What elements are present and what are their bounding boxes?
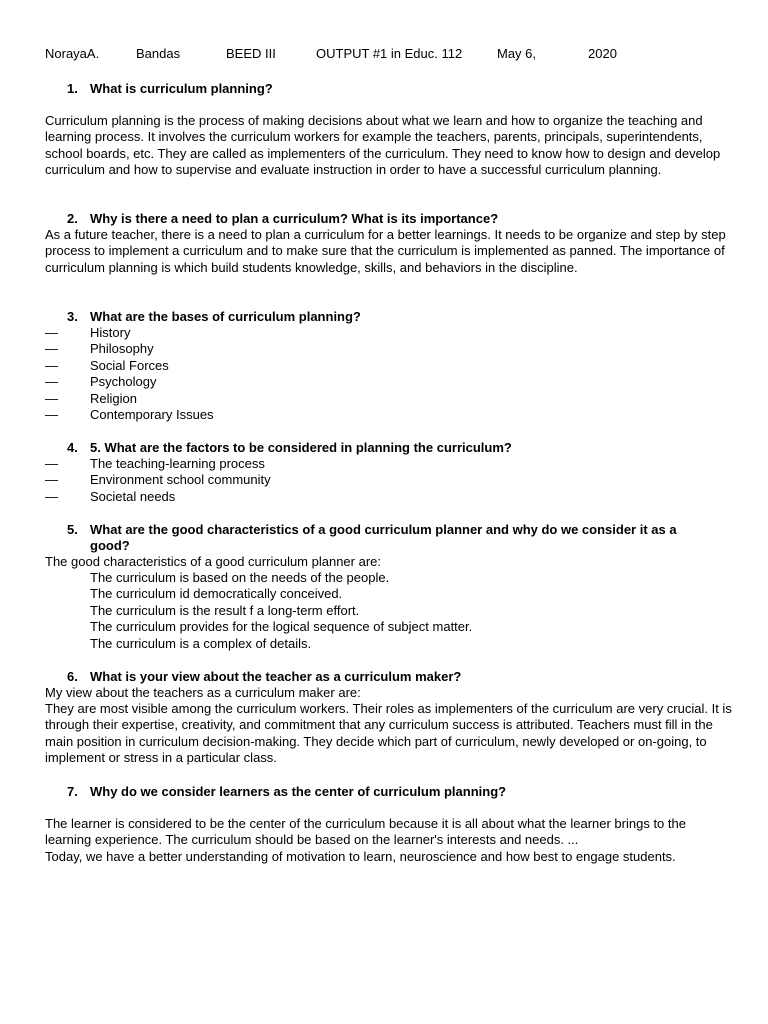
answer-7: The learner is considered to be the center of the curriculum because it is all about what the learner brings to the learning experience. The curriculum should be based on the learner's interests and needs. ... [45,816,686,848]
list-item: — Contemporary Issues [45,407,214,423]
question-text: What are the good characteristics of a good curriculum planner and why do we consider it as a [90,522,677,537]
date-month: May 6, [497,46,537,61]
question-2 [67,211,498,226]
bases-list [45,325,214,423]
output-label: OUTPUT #1 in Educ. 112 [316,46,463,61]
factors-list [45,456,271,505]
list-item: The curriculum is based on the needs of the people. [90,570,390,585]
question-6 [67,669,461,684]
student-name: NorayaA. [45,46,100,61]
list-item: — Philosophy [45,341,154,357]
question-7 [67,784,506,799]
date-year: 2020 [588,46,617,61]
question-5-continued: good? [90,538,130,553]
question-number: 7. [67,784,78,799]
list-item: The curriculum provides for the logical sequence of subject matter. [90,619,473,635]
question-5 [67,522,677,537]
list-item: — The teaching-learning process [45,456,265,471]
course-label: BEED III [226,46,276,61]
header-line [0,46,768,64]
student-surname: Bandas [136,46,181,61]
characteristics-list [90,570,472,652]
list-item: — Societal needs [45,488,176,504]
question-text: Why do we consider learners as the center of curriculum planning? [90,784,507,799]
question-number: 3. [67,309,78,324]
answer-5-intro: The good characteristics of a good curriculum planner are: [45,554,382,569]
question-number: 6. [67,669,78,684]
question-1 [67,81,273,96]
question-number: 4. [67,440,78,455]
list-item: The curriculum id democratically conceived. [90,586,343,602]
question-3 [67,309,361,324]
list-item: The curriculum is the result f a long-term effort. [90,602,360,618]
answer-7-continued: Today, we have a better understanding of motivation to learn, neuroscience and how best to engage students. [45,849,676,864]
list-item: — History [45,325,131,340]
question-number: 5. [67,522,78,537]
question-text: What is your view about the teacher as a curriculum maker? [90,669,462,684]
question-text: 5. What are the factors to be considered in planning the curriculum? [90,440,512,455]
answer-2: As a future teacher, there is a need to plan a curriculum for a better learnings. It needs to be organize and step by step process to implement a curriculum and to make sure that the curriculum is implemented as panned. The importance of curriculum planning is which build students knowledge, skills, and behaviors in the discipline. [45,227,726,275]
question-text: What are the bases of curriculum planning? [90,309,361,324]
answer-1: Curriculum planning is the process of making decisions about what we learn and how to organize the teaching and learning process. It involves the curriculum workers for example the teachers, parents, principals, superintendents, school boards, etc. They are called as implementers of the curriculum. They need to know how to design and develop curriculum and how to supervise and evaluate instruction in order to have a successful curriculum planning. [45,113,721,177]
answer-6: They are most visible among the curriculum workers. Their roles as implementers of the curriculum are very crucial. It is through their expertise, creativity, and commitment that any curriculum success is attributed. Teachers must fill in the main position in curriculum decision-making. They decide which part of curriculum, newly developed or on-going, to implement or stress in a particular class. [45,701,732,765]
question-text: What is curriculum planning? [90,81,273,96]
question-number: 1. [67,81,78,96]
question-text: Why is there a need to plan a curriculum? What is its importance? [90,211,499,226]
question-4 [67,440,512,455]
list-item: — Psychology [45,374,157,390]
answer-6-intro: My view about the teachers as a curriculum maker are: [45,685,361,700]
list-item: — Religion [45,390,137,406]
list-item: — Environment school community [45,472,271,488]
list-item: The curriculum is a complex of details. [90,635,312,651]
question-number: 2. [67,211,78,226]
list-item: — Social Forces [45,357,169,373]
